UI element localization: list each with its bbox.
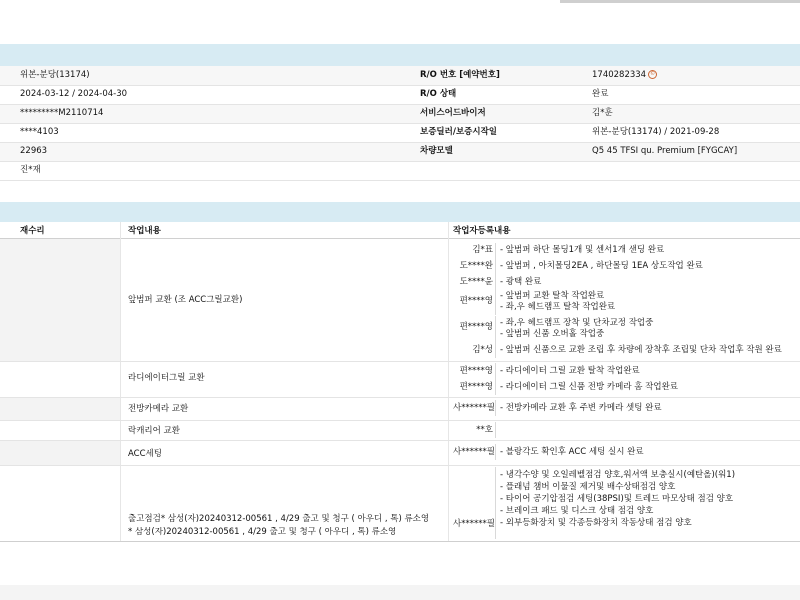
task-line: - 앞범퍼 신품으로 교환 조립 후 차량에 장착후 조립및 단차 작업후 작원 완료 <box>500 345 782 355</box>
job-desc-radiator-grille: 라디에이터그릴 교환 <box>128 373 205 383</box>
task-line: - 냉각수양 및 오일레벨점검 양호,워셔액 보충실시(예탄올)(워1) <box>500 470 736 480</box>
ro-number-value: 1740282334 © <box>592 70 656 80</box>
customer-name: 진*재 <box>20 165 41 175</box>
task-line: - 앞범퍼 , 아치몰딩2EA , 하단몰딩 1EA 상도작업 완료 <box>500 261 703 271</box>
header-rework: 재수리 <box>20 226 45 236</box>
info-row-1 <box>0 66 800 85</box>
task-line: - 브레이크 패드 및 디스크 상태 점검 양호 <box>500 506 654 516</box>
worker-name: 사******필 <box>453 519 495 529</box>
header-worker-notes: 작업자등록내용 <box>453 226 511 236</box>
job-desc-front-camera: 전방카메라 교환 <box>128 404 189 414</box>
worker-name: 사******필 <box>453 403 495 413</box>
vehicle-model-value: Q5 45 TFSI qu. Premium [FYGCAY] <box>592 146 738 156</box>
worker-name: 편****영 <box>459 382 493 392</box>
worker-name: **호 <box>476 425 493 435</box>
mileage: 22963 <box>20 146 48 156</box>
dealer-name: 위본-분당(13174) <box>20 70 90 80</box>
job-desc-front-bumper: 앞범퍼 교환 (조 ACC그릴교환) <box>128 295 243 305</box>
table-top-band <box>0 202 800 222</box>
task-line: - 외부등화장치 및 각종등화장치 작동상태 점검 양호 <box>500 518 692 528</box>
task-line: - 라디에이터 그릴 신품 전방 카메라 홈 작업완료 <box>500 382 678 392</box>
warranty-value: 위본-분당(13174) / 2021-09-28 <box>592 127 720 137</box>
service-advisor-label: 서비스어드바이저 <box>420 108 486 118</box>
job-desc-delivery-check-2: * 삼성(자)20240312-00561 , 4/29 출고 및 청구 ( 아우디 , 톡) 류소영 <box>128 527 397 536</box>
service-advisor-value: 김*훈 <box>592 108 613 118</box>
copyright-icon: © <box>650 71 656 77</box>
worker-name: 편****영 <box>459 322 493 332</box>
info-header-band <box>0 44 800 66</box>
worker-name: 도****윤 <box>459 277 493 287</box>
worker-name: 김*성 <box>472 345 493 355</box>
task-line: - 라디에이터 그릴 교환 탈착 작업완료 <box>500 366 640 376</box>
vin-number: *********M2110714 <box>20 108 104 118</box>
info-row-3 <box>0 104 800 123</box>
worker-name: 김*표 <box>472 245 493 255</box>
worker-name: 편****영 <box>459 296 493 306</box>
task-line: - 광택 완료 <box>500 277 542 287</box>
page-bottom-shadow <box>0 585 800 600</box>
warranty-label: 보증딜러/보증시작일 <box>420 127 498 137</box>
task-line: - 앞범퍼 신품 오버홀 작업중 <box>500 329 605 339</box>
ro-status-label: R/O 상태 <box>420 89 457 99</box>
task-line: - 앞범퍼 하단 몰딩1개 및 센서1개 샌딩 완료 <box>500 245 665 255</box>
plate-number: ****4103 <box>20 127 59 137</box>
ro-number-label: R/O 번호 [예약번호] <box>420 70 500 80</box>
job-desc-acc-setting: ACC세팅 <box>128 449 162 459</box>
job-desc-delivery-check: 출고점검* 삼성(자)20240312-00561 , 4/29 출고 및 청구 ( 아우디 , 톡) 류소영 <box>128 514 430 524</box>
date-range: 2024-03-12 / 2024-04-30 <box>20 89 128 99</box>
task-line: - 전방카메라 교환 후 주변 카메라 셋팅 완료 <box>500 403 662 413</box>
header-job-desc: 작업내용 <box>128 226 161 236</box>
ro-status-value: 완료 <box>592 89 609 99</box>
scan-edge <box>560 0 800 3</box>
task-line: - 앞범퍼 교환 탈착 작업완료 <box>500 291 605 301</box>
task-line: - 좌,우 헤드램프 탈착 작업완료 <box>500 302 616 312</box>
task-line: - 좌,우 헤드램프 장착 및 단차교정 작업중 <box>500 318 654 328</box>
job-desc-lock-carrier: 락캐리어 교환 <box>128 426 180 436</box>
worker-name: 편****영 <box>459 366 493 376</box>
vehicle-model-label: 차량모델 <box>420 146 453 156</box>
worker-name: 사******필 <box>453 447 495 457</box>
task-line: - 블랑각도 확인후 ACC 세팅 실시 완료 <box>500 447 644 457</box>
task-line: - 타이어 공기압점검 세팅(38PSI)및 트레드 마모상태 점검 양호 <box>500 494 734 504</box>
worker-name: 도****완 <box>459 261 493 271</box>
task-line: - 플래넘 챔버 이물질 제거및 배수상태점검 양호 <box>500 482 676 492</box>
